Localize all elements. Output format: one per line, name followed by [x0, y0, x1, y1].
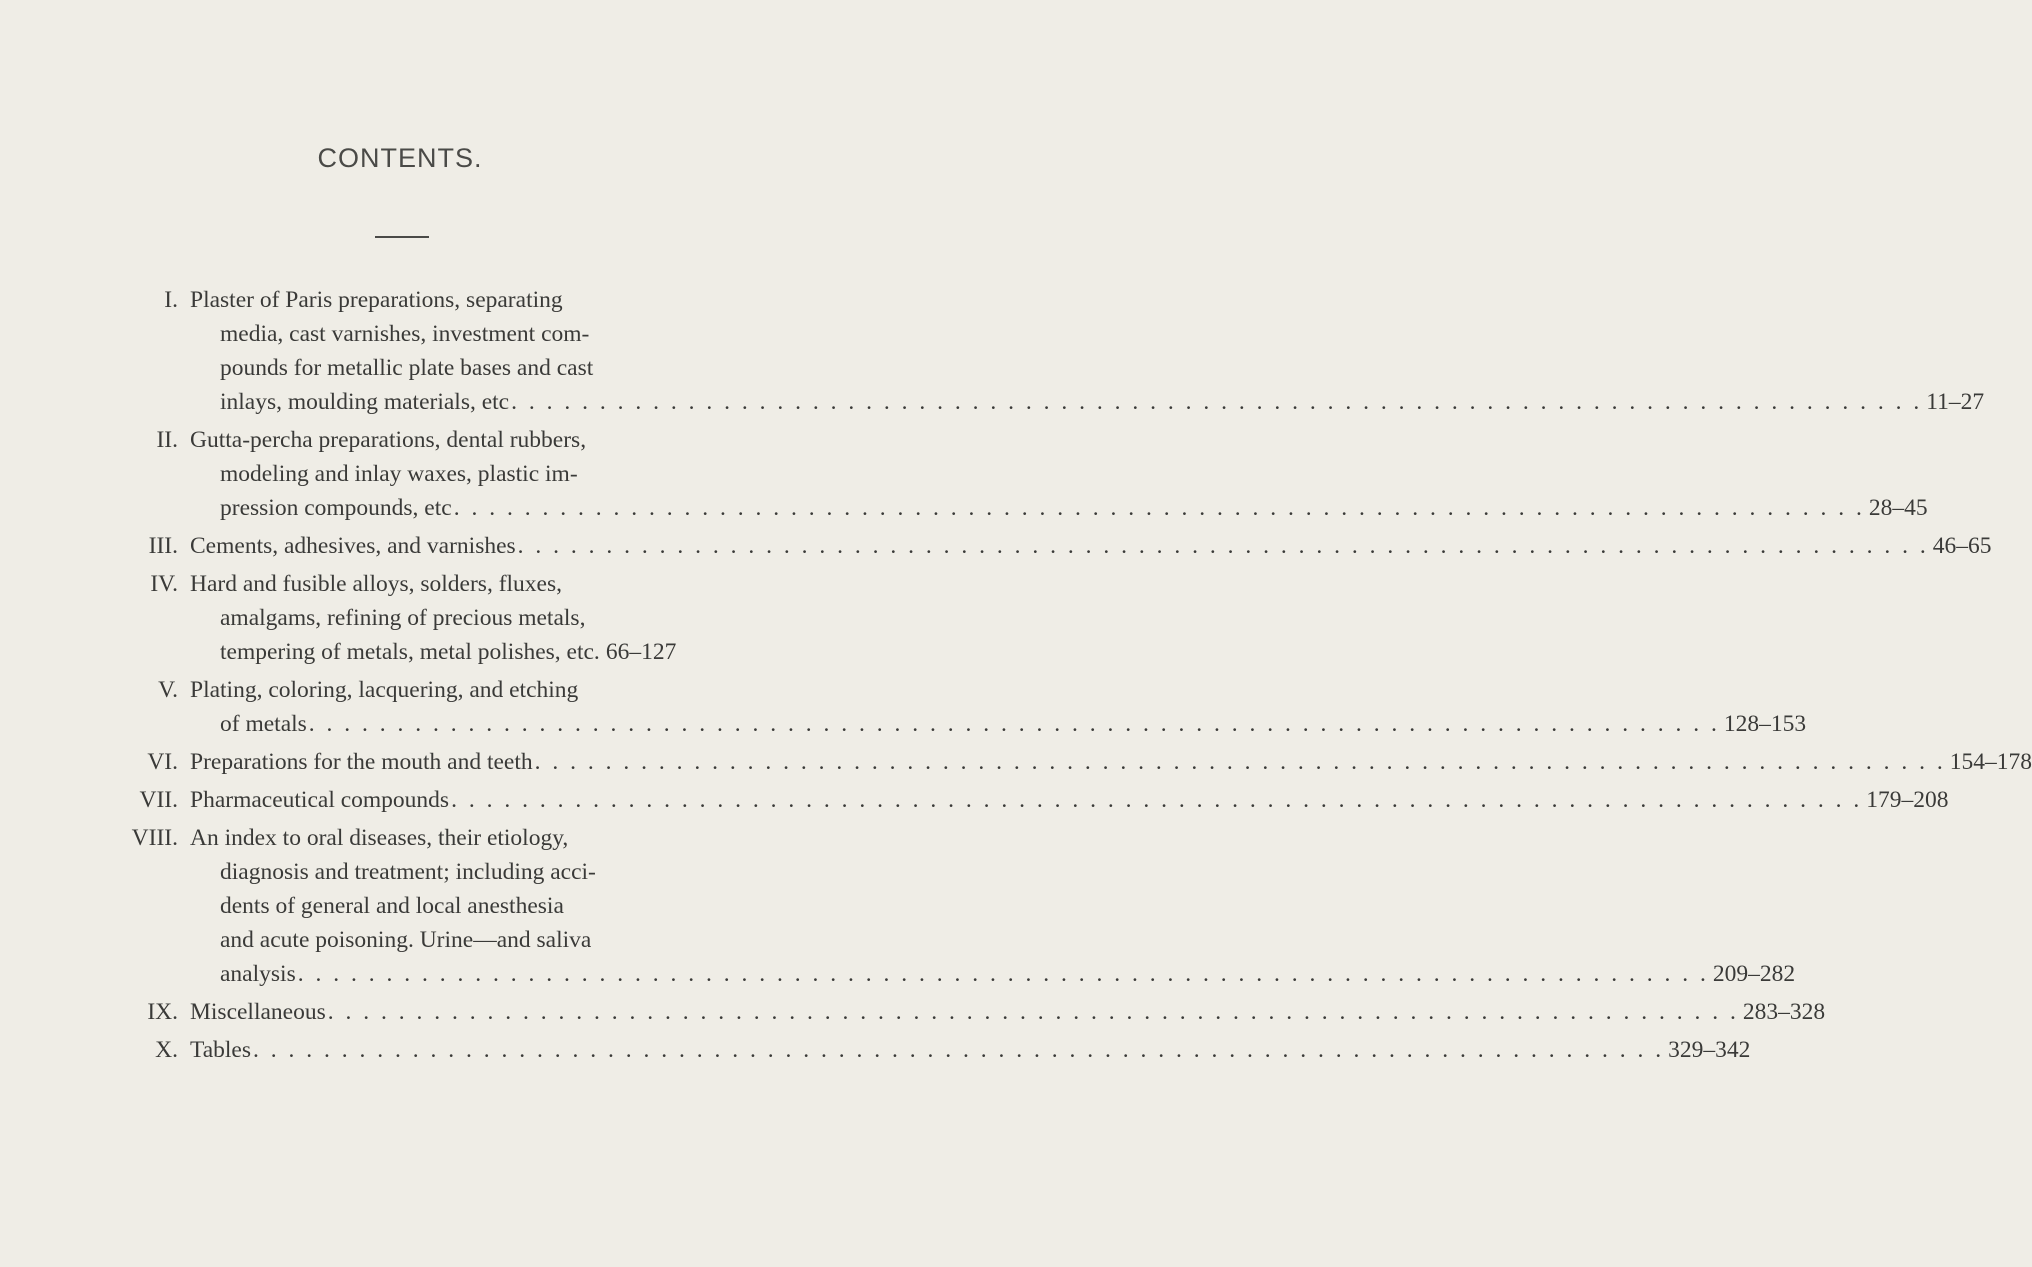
chapter-text-line: modeling and inlay waxes, plastic im-: [220, 461, 578, 487]
chapter-description: [190, 529, 1992, 563]
chapter-description: [190, 783, 1949, 817]
chapter-description: [190, 745, 2032, 779]
chapter-description: [190, 821, 1796, 991]
chapter-text-line: Preparations for the mouth and teeth: [190, 749, 533, 775]
dot-leader: . . . . . . . . . . . . . . . . . . . . . . . . . . . . . . . . . . . . . . . . . . . . . . . . . . . . . . . . . . . . . . . . . . . . . . . . . . . . . . . .: [517, 533, 1929, 559]
chapter-leader-line: [190, 635, 677, 669]
toc-entry: [0, 529, 1992, 563]
chapter-numeral: I.: [164, 287, 178, 313]
chapter-text-line: Gutta-percha preparations, dental rubbers,: [190, 427, 587, 453]
page-range: 154–178: [1949, 749, 2032, 775]
dot-leader: . . . . . . . . . . . . . . . . . . . . . . . . . . . . . . . . . . . . . . . . . . . . . . . . . . . . . . . . . . . . . . . . . . . . . . . . . . . . . . . .: [451, 787, 1863, 813]
chapter-text-line: analysis: [220, 961, 296, 987]
chapter-leader-line: [190, 995, 1826, 1029]
page-range: 179–208: [1866, 787, 1949, 813]
chapter-numeral: III.: [148, 533, 178, 559]
dot-leader: . . . . . . . . . . . . . . . . . . . . . . . . . . . . . . . . . . . . . . . . . . . . . . . . . . . . . . . . . . . . . . . . . . . . . . . . . . . . . . . .: [453, 495, 1865, 521]
page-range: 46–65: [1932, 533, 1992, 559]
chapter-description: [190, 1033, 1751, 1067]
dot-leader: . . . . . . . . . . . . . . . . . . . . . . . . . . . . . . . . . . . . . . . . . . . . . . . . . . . . . . . . . . . . . . . . . . . . . . . . . . . . . . . .: [534, 749, 1946, 775]
chapter-text-line: Plaster of Paris preparations, separating: [190, 287, 563, 313]
table-of-contents: [0, 283, 2032, 1067]
chapter-leader-line: [190, 491, 1928, 525]
toc-entry: [0, 995, 1826, 1029]
page-range: 66–127: [605, 639, 677, 665]
chapter-numeral: IX.: [147, 999, 178, 1025]
toc-entry: [0, 283, 1985, 419]
toc-entry: [0, 783, 1949, 817]
page-range: 283–328: [1742, 999, 1826, 1025]
toc-entry: [0, 423, 1928, 525]
dot-leader: . . . . . . . . . . . . . . . . . . . . . . . . . . . . . . . . . . . . . . . . . . . . . . . . . . . . . . . . . . . . . . . . . . . . . . . . . . . . . . . .: [253, 1037, 1665, 1063]
page-range: 28–45: [1868, 495, 1928, 521]
chapter-text-line: of metals: [220, 711, 307, 737]
toc-entry: [0, 821, 1796, 991]
toc-entry: [0, 745, 2032, 779]
chapter-numeral: IV.: [150, 571, 178, 597]
chapter-leader-line: [190, 783, 1949, 817]
toc-entry: [0, 673, 1807, 741]
chapter-text-line: Miscellaneous: [190, 999, 326, 1025]
chapter-description: [190, 283, 1985, 419]
toc-entry: [0, 567, 800, 669]
chapter-text-line: Hard and fusible alloys, solders, fluxes,: [190, 571, 563, 597]
chapter-text-line: Pharmaceutical compounds: [190, 787, 450, 813]
chapter-leader-line: [190, 707, 1807, 741]
dot-leader: . . . . . . . . . . . . . . . . . . . . . . . . . . . . . . . . . . . . . . . . . . . . . . . . . . . . . . . . . . . . . . . . . . . . . . . . . . . . . . . .: [327, 999, 1739, 1025]
chapter-numeral: VIII.: [131, 825, 178, 851]
chapter-numeral: VI.: [147, 749, 178, 775]
chapter-text-line: media, cast varnishes, investment com-: [220, 321, 590, 347]
chapter-numeral: II.: [156, 427, 178, 453]
page-range: 11–27: [1926, 389, 1985, 415]
chapter-numeral: VII.: [139, 787, 178, 813]
chapter-text-line: pounds for metallic plate bases and cast: [220, 355, 594, 381]
chapter-description: [190, 567, 677, 669]
chapter-text-line: dents of general and local anesthesia: [220, 893, 564, 919]
dot-leader: . . . . . . . . . . . . . . . . . . . . . . . . . . . . . . . . . . . . . . . . . . . . . . . . . . . . . . . . . . . . . . . . . . . . . . . . . . . . . . . .: [308, 711, 1720, 737]
page-range: 209–282: [1712, 961, 1796, 987]
chapter-description: [190, 423, 1928, 525]
page-range: 329–342: [1668, 1037, 1751, 1063]
dot-leader: . . . . . . . . . . . . . . . . . . . . . . . . . . . . . . . . . . . . . . . . . . . . . . . . . . . . . . . . . . . . . . . . . . . . . . . . . . . . . . . .: [511, 389, 1923, 415]
chapter-numeral: V.: [158, 677, 178, 703]
chapter-description: [190, 995, 1826, 1029]
chapter-text-line: inlays, moulding materials, etc: [220, 389, 510, 415]
chapter-text-line: Cements, adhesives, and varnishes: [190, 533, 516, 559]
title-rule: [375, 236, 429, 238]
page-range: 128–153: [1723, 711, 1807, 737]
chapter-text-line: diagnosis and treatment; including acci-: [220, 859, 596, 885]
page-title: CONTENTS.: [317, 143, 483, 173]
chapter-leader-line: [190, 529, 1992, 563]
chapter-text-line: pression compounds, etc: [220, 495, 452, 521]
chapter-text-line: tempering of metals, metal polishes, etc.: [220, 639, 600, 665]
chapter-numeral: X.: [155, 1037, 178, 1063]
chapter-description: [190, 673, 1807, 741]
chapter-text-line: and acute poisoning. Urine—and saliva: [220, 927, 592, 953]
chapter-leader-line: [190, 385, 1985, 419]
chapter-text-line: An index to oral diseases, their etiology,: [190, 825, 569, 851]
chapter-text-line: amalgams, refining of precious metals,: [220, 605, 586, 631]
toc-entry: [0, 1033, 1751, 1067]
dot-leader: . . . . . . . . . . . . . . . . . . . . . . . . . . . . . . . . . . . . . . . . . . . . . . . . . . . . . . . . . . . . . . . . . . . . . . . . . . . . . . . .: [297, 961, 1709, 987]
chapter-text-line: Tables: [190, 1037, 251, 1063]
chapter-leader-line: [190, 957, 1796, 991]
chapter-text-line: Plating, coloring, lacquering, and etching: [190, 677, 579, 703]
chapter-leader-line: [190, 745, 2032, 779]
chapter-leader-line: [190, 1033, 1751, 1067]
